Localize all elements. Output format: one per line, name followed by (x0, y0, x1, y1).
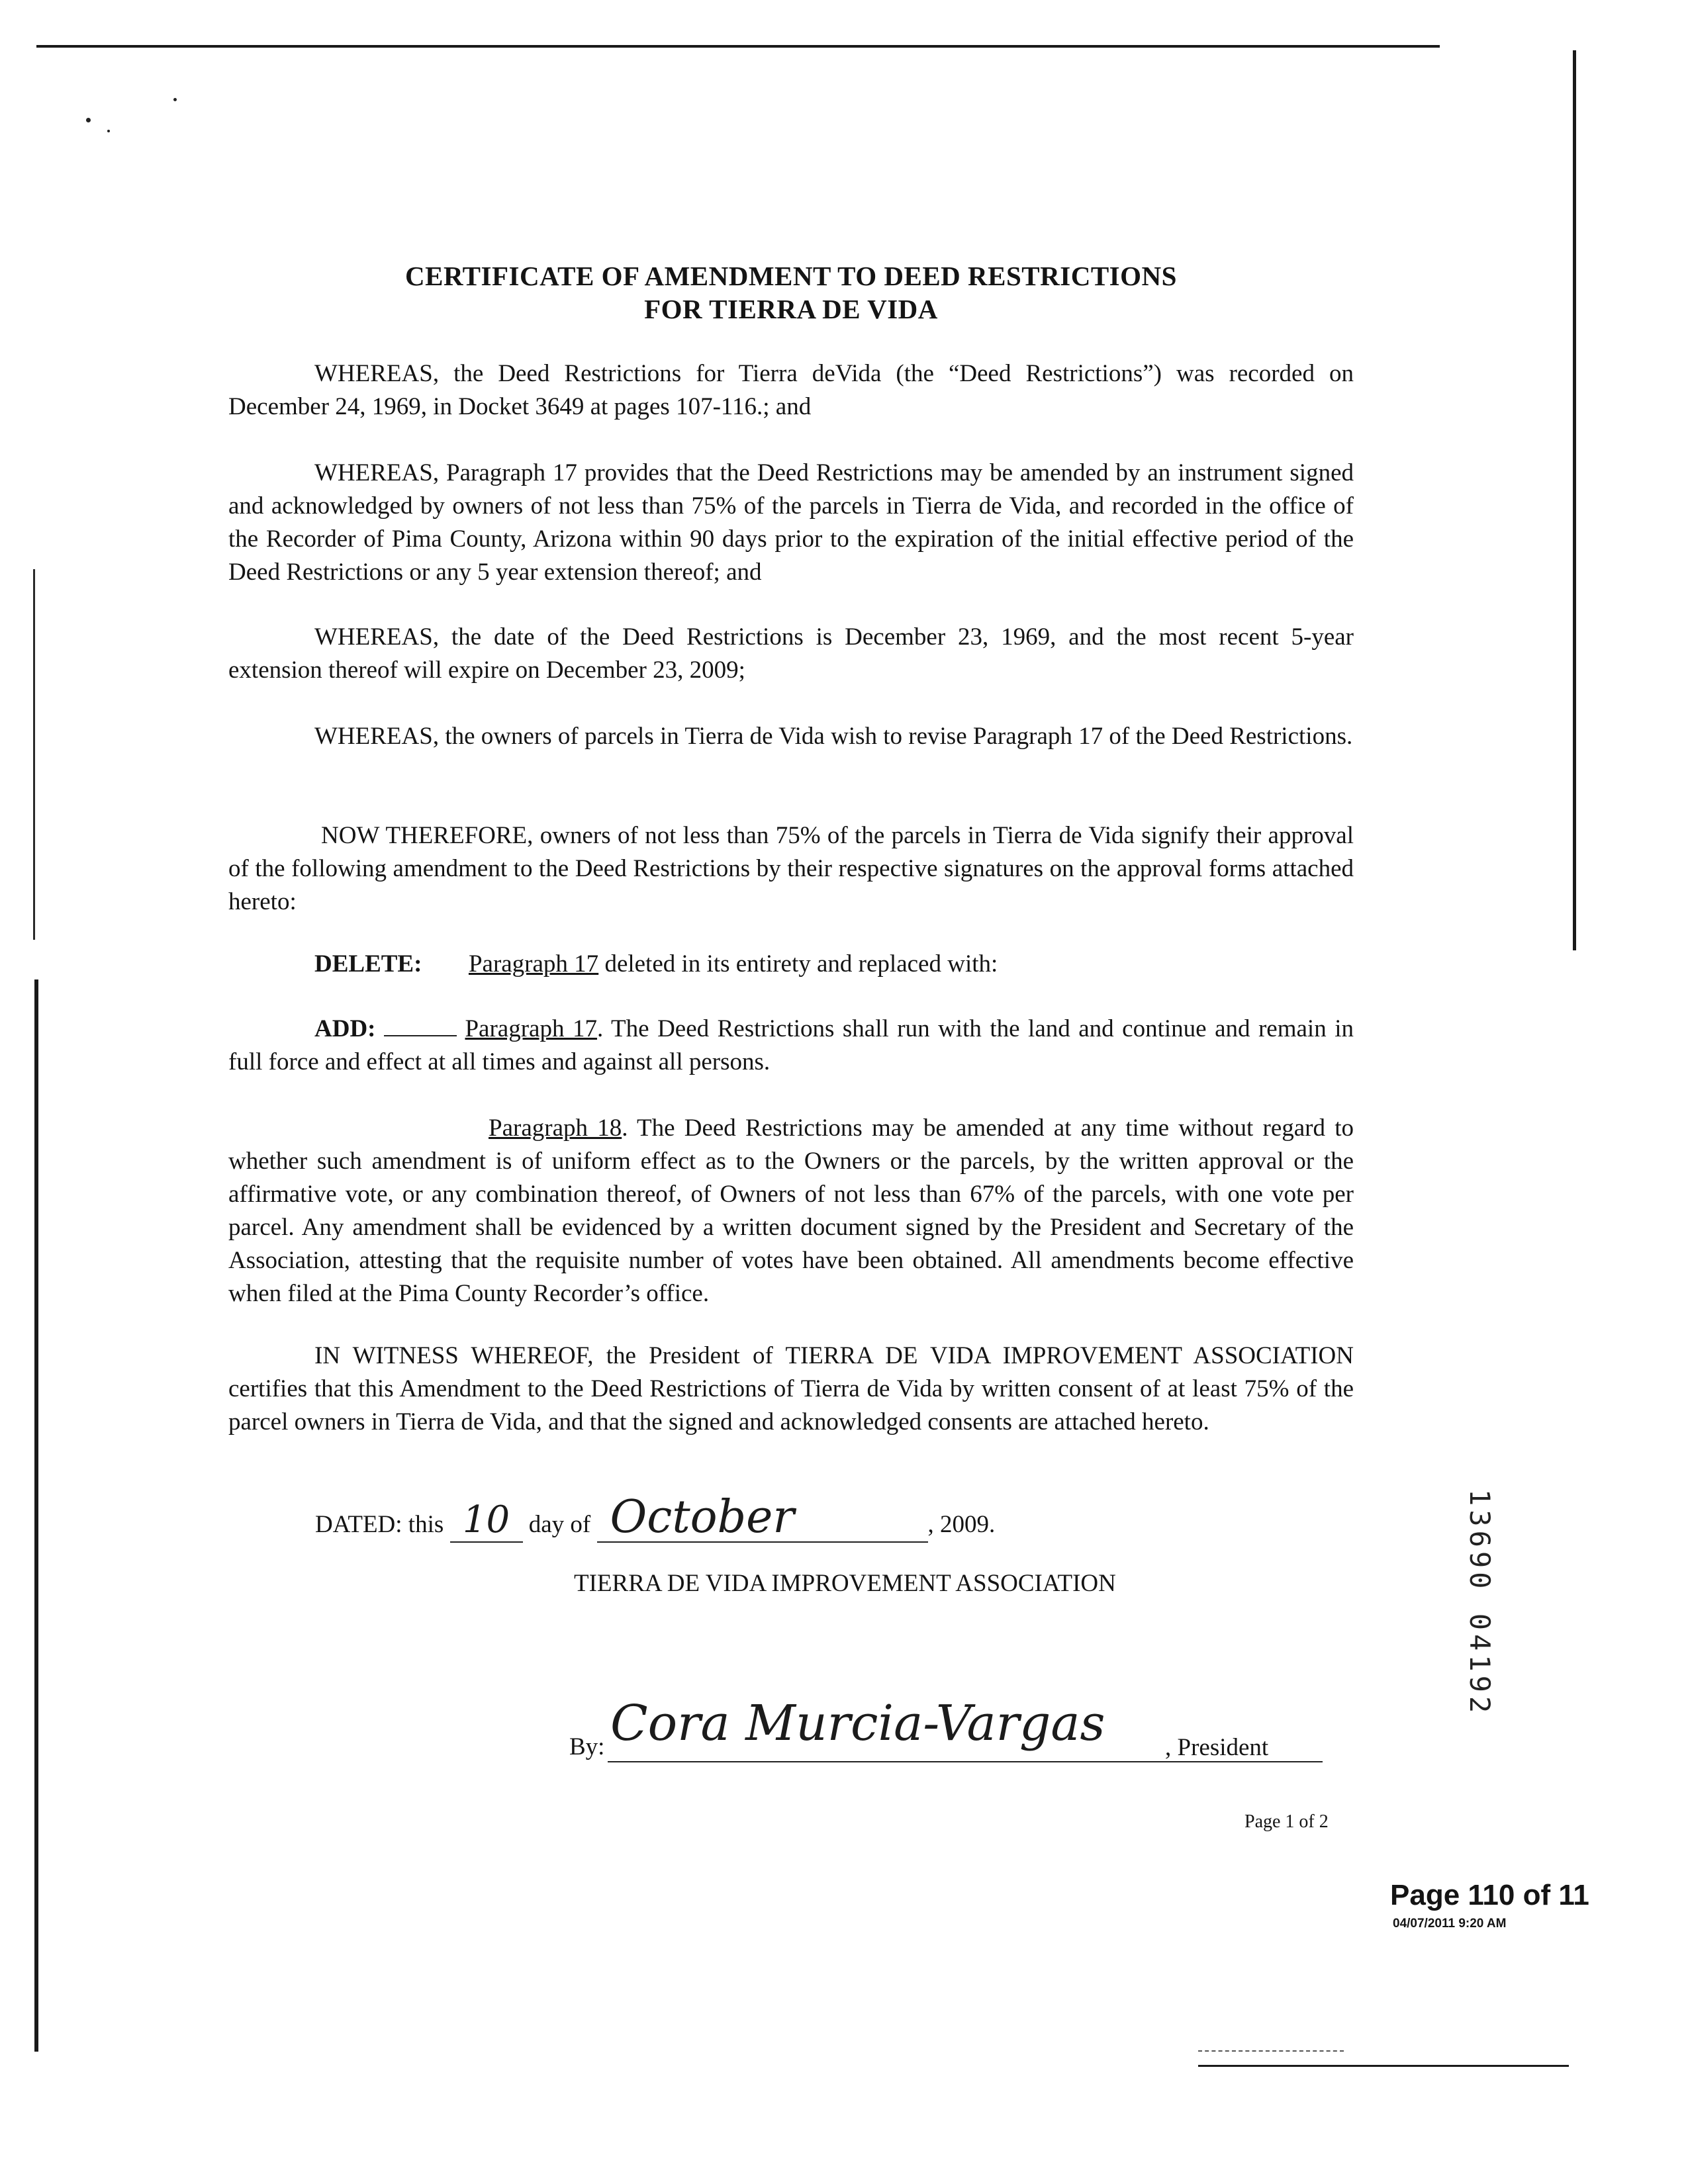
p18-text: . The Deed Restrictions may be amended at any time without regard to whether such amendment is of uniform effect as to the Owners or the parcels, by the written approval or the affirmative vote, or any combination thereof, of Owners of not less than 67% of the parcels, with one vote per parcel. Any amendment shall be evidenced by a written document signed by the President and Secretary of the Association, attesting that the requisite number of votes have been obtained. All amendments become effective when filed at the Pima County Recorder’s office. (228, 1115, 1354, 1307)
signature: Cora Murcia-Vargas (610, 1695, 1105, 1752)
whereas-paragraph-2: WHEREAS, Paragraph 17 provides that the Deed Restrictions may be amended by an instrument signed and acknowledged by owners of not less than 75% of the parcels in Tierra de Vida, and recorded in the office of the Recorder of Pima County, Arizona within 90 days prior to the expiration of the initial effective period of the Deed Restrictions or any 5 year extension thereof; and (228, 459, 1354, 586)
add-paragraph-ref: Paragraph 17 (465, 1015, 597, 1042)
document-title (371, 259, 1211, 326)
paragraph-18 (228, 1112, 1354, 1310)
by-label: By: (569, 1733, 605, 1760)
dated-day: 10 (462, 1498, 510, 1541)
whereas-paragraph-3: WHEREAS, the date of the Deed Restrictions is December 23, 1969, and the most recent 5-year extension thereof will expire on December 23, 2009; (228, 623, 1354, 684)
page-number: Page 1 of 2 (1244, 1811, 1329, 1832)
dated-month: October (610, 1491, 794, 1543)
p18-ref: Paragraph 18 (489, 1115, 622, 1142)
title-line-1: CERTIFICATE OF AMENDMENT TO DEED RESTRICTIONS (405, 261, 1177, 291)
top-border-line (36, 45, 1440, 48)
scan-speck (107, 130, 110, 132)
right-border-line (1573, 50, 1576, 950)
delete-paragraph-ref: Paragraph 17 (468, 950, 599, 978)
whereas-paragraph-4: WHEREAS, the owners of parcels in Tierra de Vida wish to revise Paragraph 17 of the Deed Restrictions. (314, 723, 1353, 750)
add-paragraph (228, 1013, 1354, 1079)
now-therefore-paragraph: NOW THEREFORE, owners of not less than 75% of the parcels in Tierra de Vida signify their approval of the following amendment to the Deed Restrictions by their respective signatures on the approval forms attached hereto: (228, 822, 1354, 915)
witness-paragraph: IN WITNESS WHEREOF, the President of TIERRA DE VIDA IMPROVEMENT ASSOCIATION certifies that this Amendment to the Deed Restrictions of Tierra de Vida by written consent of at least 75% of the parcel owners in Tierra de Vida, and that the signed and acknowledged consents are attached hereto. (228, 1342, 1354, 1435)
dated-line (315, 1491, 996, 1543)
bottom-border-line (1198, 2065, 1569, 2067)
delete-label: DELETE: (314, 950, 422, 978)
add-label: ADD: (314, 1015, 376, 1042)
dated-prefix: DATED: this (315, 1511, 444, 1538)
president-label: , President (1165, 1734, 1269, 1761)
dated-month-field (597, 1491, 928, 1543)
title-line-2: FOR TIERRA DE VIDA (644, 294, 938, 324)
scan-speck (173, 98, 177, 101)
association-name: TIERRA DE VIDA IMPROVEMENT ASSOCIATION (574, 1570, 1116, 1597)
delete-line (314, 948, 998, 981)
left-scan-edge-upper (33, 569, 35, 940)
scan-speck (86, 118, 91, 122)
left-scan-edge (34, 979, 38, 2052)
recorder-date-stamp: 04/07/2011 9:20 AM (1393, 1917, 1507, 1931)
dated-day-field (450, 1498, 523, 1543)
bottom-dashed-line (1198, 2050, 1344, 2053)
add-blank (384, 1035, 457, 1036)
whereas-paragraph-1: WHEREAS, the Deed Restrictions for Tierra deVida (the “Deed Restrictions”) was recorded on December 24, 1969, in Docket 3649 at pages 107-116.; and (228, 360, 1354, 420)
recorder-page-stamp: Page 110 of 11 (1390, 1879, 1589, 1911)
dated-mid: day of (528, 1511, 591, 1538)
delete-text: deleted in its entirety and replaced with: (598, 950, 998, 978)
docket-number: 13690 04192 (1464, 1489, 1496, 1717)
dated-year: , 2009. (927, 1511, 996, 1538)
add-text: . The Deed Restrictions shall run with the land and continue and remain in full force and effect at all times and against all persons. (228, 1015, 1354, 1075)
